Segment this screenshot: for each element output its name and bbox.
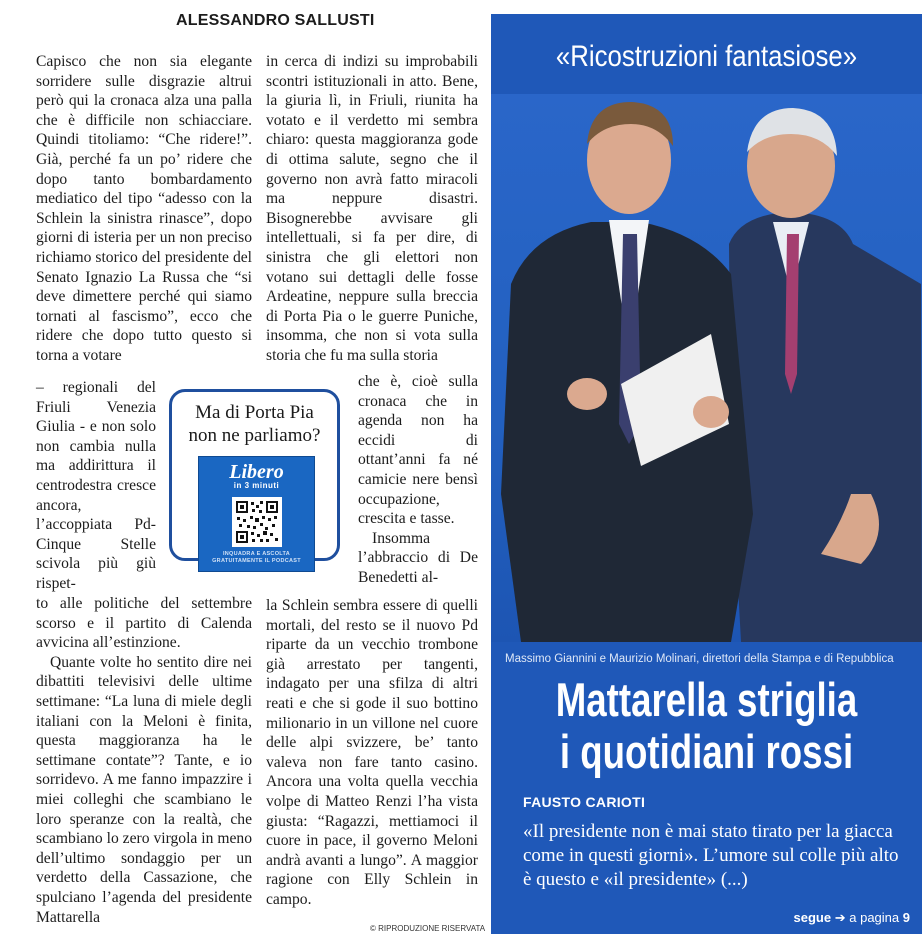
editorial-column-2 [266,52,478,366]
segue-text: a pagina [849,910,900,925]
feature-panel [491,14,922,934]
segue-page-number: 9 [902,910,910,925]
libero-logo-sub: in 3 minuti [233,481,280,490]
editorial-author: ALESSANDRO SALLUSTI [176,12,375,29]
editorial-paragraph: che è, cioè sulla cronaca che in agenda non ha eccidi di ottant’anni fa né camicie nere bensì occupazione, crescita e tasse. [358,373,478,528]
promo-title-line-2: non ne parliamo? [188,425,321,446]
person-right-figure [729,108,922,642]
editorial-column-1-bottom [36,594,252,927]
promo-title-line-1: Ma di Porta Pia [195,402,314,423]
continue-link[interactable] [794,910,910,926]
feature-author: FAUSTO CARIOTI [523,794,646,810]
feature-quote-title: «Ricostruzioni fantasiose» [555,40,858,73]
copyright-notice: © RIPRODUZIONE RISERVATA [370,924,486,933]
photo-caption: Massimo Giannini e Maurizio Molinari, direttori della Stampa e di Repubblica [505,653,894,665]
editorial-paragraph: Capisco che non sia elegante sorridere sulle disgrazie altrui però qui la cronaca alza una palla che è difficile non schiacciare. Quindi titoliamo: “Che ridere!”. Già, perché fa un po’ ridere che dopo tanto bombardamento mediatico del tipo “adesso con la Schlein la sinistra rinasce”, dopo giorni di isteria per un non preciso richiamo storico del presidente del Senato Ignazio La Russa che “si deve dimettere perché qui siamo tornati al fascismo”, ecco che ridere che dopo tutto questo si torna a votare [36,53,252,364]
editorial-paragraph: to alle politiche del settembre scorso e il partito di Calenda avvicina all’estinzione. [36,595,252,652]
feature-headline[interactable] [538,674,874,778]
podcast-poster [198,456,315,572]
feature-photo [491,94,922,642]
editorial-paragraph: Insomma l’abbraccio di De Benedetti al- [358,529,478,586]
editorial-paragraph: la Schlein sembra essere di quelli mortali, del resto se il nuovo Pd riparte da un vecchio trombone già arrestato per tangenti, indagato per una sfilza di altri reati e che si gode il suo bottino milionario in un villone nel cuore delle alpi svizzere, be’ tanto valeva non fare tanto casino. Ancora una volta quella vecchia volpe di Matteo Renzi l’ha vista giusta: “Ragazzi, mettiamoci il cuore in pace, il governo Meloni andrà avanti a lungo”. A maggior ragione con Elly Schlein in campo. [266,597,478,908]
person-left-figure [501,102,753,642]
podcast-cta: INQUADRA E ASCOLTA GRATUITAMENTE IL PODCAST [212,551,301,564]
headline-line-2: i quotidiani rossi [559,725,854,778]
libero-logo: Libero [229,461,284,483]
editorial-column-2-bottom [266,596,478,910]
podcast-promo-box[interactable] [169,389,340,564]
feature-lead: «Il presidente non è mai stato tirato per la giacca come in questi giorni». L’umore sul colle più alto è questo e «il presidente» (...) [523,821,899,890]
editorial-column-2-wrap [358,372,478,588]
headline-line-1: Mattarella striglia [555,673,858,726]
editorial-column-1 [36,52,252,366]
qr-code-icon[interactable] [232,497,282,547]
editorial-paragraph: – regionali del Friuli Venezia Giulia - e non solo non cambia nulla ma addirittura il centrodestra cresce ancora, l’accoppiata Pd-Cinque Stelle scivola più giù rispet- [36,379,156,592]
editorial-column-1-wrap [36,378,156,594]
editorial-paragraph: Quante volte ho sentito dire nei dibattiti televisivi delle ultime settimane: “La luna di miele degli italiani con la Meloni è finita, questa maggioranza ha le settimane contate”? Tante, e io sorridevo. A me fanno impazzire i miei colleghi che scambiano le loro speranze con la realtà, che scambiano lo zero virgola in meno dell’ultimo sondaggio per un verdetto della Cassazione, che spulciano l’agenda del presidente Mattarella [36,653,252,926]
editorial-paragraph: in cerca di indizi su improbabili scontri istituzionali in atto. Bene, la giuria lì, in Friuli, riunita ha votato e il verdetto mi sembra chiaro: questa maggioranza gode di ottima salute, segno che il governo non avrà fatto miracoli ma neppure disastri. Bisognerebbe avvisare gli intellettuali, si fa per dire, di sinistra che gli elettori non votano sui dettagli delle fosse Ardeatine, neppure sulla breccia di Porta Pia o le guerre Puniche, insomma, che non si vota sulla storia che fu ma sulla storia [266,53,478,364]
arrow-right-icon: ➔ [834,910,846,925]
segue-label: segue [793,910,832,925]
